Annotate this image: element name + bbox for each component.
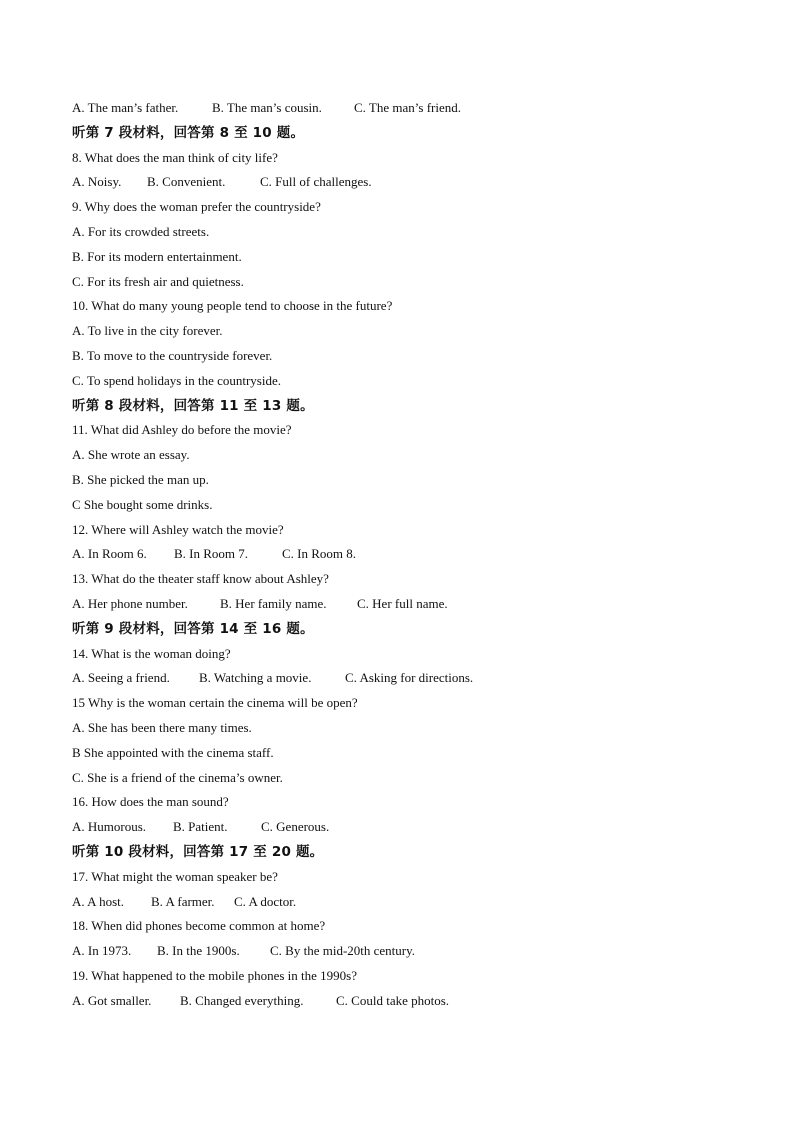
answer-option: C. The man’s friend.	[354, 100, 461, 115]
question-text: 8. What does the man think of city life?	[72, 149, 278, 165]
answer-option: B. For its modern entertainment.	[72, 248, 242, 264]
question-text: 16. How does the man sound?	[72, 794, 229, 810]
answer-options-row	[72, 892, 732, 917]
answer-option: A. To live in the city forever.	[72, 323, 223, 339]
answer-option: B. Her family name.	[220, 595, 327, 611]
answer-option: A. For its crowded streets.	[72, 223, 210, 239]
answer-option: B. Patient.	[173, 819, 228, 835]
answer-option: C. She is a friend of the cinema’s owner.	[72, 769, 283, 785]
section-heading: 听第 8 段材料，回答第 11 至 13 题。	[72, 397, 314, 414]
answer-option: C. Her full name.	[357, 595, 448, 611]
answer-option: A. Got smaller.	[72, 992, 152, 1008]
answer-option: C. A doctor.	[234, 893, 297, 909]
answer-options-row	[72, 668, 732, 693]
section-heading: 听第 10 段材料，回答第 17 至 20 题。	[72, 843, 324, 860]
answer-option: C. In Room 8.	[282, 546, 357, 562]
answer-option: C. To spend holidays in the countryside.	[72, 372, 281, 388]
answer-option: A. The man’s father.	[72, 100, 179, 115]
answer-option: A. Noisy.	[72, 174, 122, 190]
question-text: 18. When did phones become common at home?	[72, 918, 326, 934]
question-text: 14. What is the woman doing?	[72, 645, 231, 661]
answer-option: C. By the mid-20th century.	[270, 943, 416, 959]
answer-options-row	[72, 991, 732, 1016]
answer-option: B. The man’s cousin.	[212, 100, 322, 115]
answer-option: A. Humorous.	[72, 819, 147, 835]
answer-option: A. She has been there many times.	[72, 719, 252, 735]
answer-options-row	[72, 98, 732, 123]
answer-option: A. She wrote an essay.	[72, 447, 190, 463]
answer-option: B She appointed with the cinema staff.	[72, 744, 274, 760]
answer-options-row	[72, 594, 732, 619]
question-text: 15 Why is the woman certain the cinema will be open?	[72, 695, 358, 711]
question-text: 10. What do many young people tend to choose in the future?	[72, 298, 393, 314]
answer-options-row	[72, 941, 732, 966]
answer-options-row	[72, 544, 732, 569]
question-text: 12. Where will Ashley watch the movie?	[72, 521, 284, 537]
answer-options-row	[72, 172, 732, 197]
question-text: 11. What did Ashley do before the movie?	[72, 422, 292, 438]
answer-option: C. Generous.	[261, 819, 330, 835]
answer-option: C She bought some drinks.	[72, 496, 213, 512]
answer-option: A. Her phone number.	[72, 595, 188, 611]
answer-option: A. In Room 6.	[72, 546, 147, 562]
answer-option: B. In Room 7.	[174, 546, 249, 562]
answer-option: B. To move to the countryside forever.	[72, 347, 273, 363]
question-text: 9. Why does the woman prefer the countryside?	[72, 199, 321, 215]
answer-option: A. A host.	[72, 893, 125, 909]
answer-option: A. In 1973.	[72, 943, 132, 959]
answer-option: B. In the 1900s.	[157, 943, 240, 959]
answer-option: C. Could take photos.	[336, 992, 450, 1008]
answer-option: A. Seeing a friend.	[72, 670, 170, 686]
listening-questions	[72, 98, 732, 1015]
question-text: 13. What do the theater staff know about Ashley?	[72, 571, 329, 587]
question-text: 19. What happened to the mobile phones in the 1990s?	[72, 967, 357, 983]
answer-option: B. A farmer.	[151, 893, 215, 909]
answer-option: B. Watching a movie.	[199, 670, 312, 686]
section-heading: 听第 9 段材料，回答第 14 至 16 题。	[72, 620, 314, 637]
answer-option: B. Changed everything.	[180, 992, 304, 1008]
answer-option: B. She picked the man up.	[72, 471, 209, 487]
answer-option: C. Full of challenges.	[260, 174, 372, 190]
section-heading: 听第 7 段材料，回答第 8 至 10 题。	[72, 124, 305, 141]
answer-option: C. Asking for directions.	[345, 670, 474, 686]
answer-option: C. For its fresh air and quietness.	[72, 273, 244, 289]
answer-option: B. Convenient.	[147, 174, 226, 190]
answer-options-row	[72, 817, 732, 842]
question-text: 17. What might the woman speaker be?	[72, 868, 278, 884]
